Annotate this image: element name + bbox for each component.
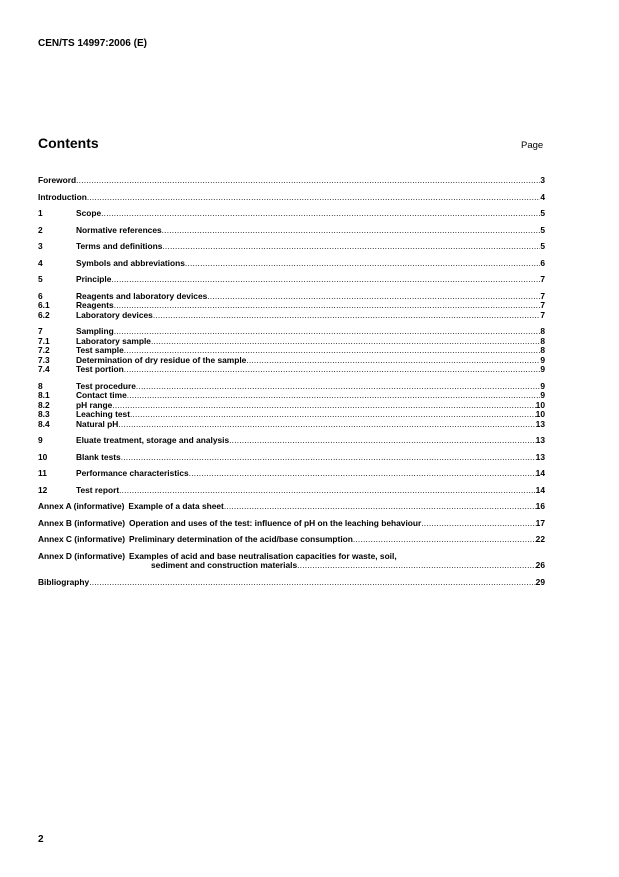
toc-entry-annex-d[interactable]	[38, 552, 545, 571]
toc-entry-page: 6	[540, 257, 545, 268]
toc-entry-page: 7	[540, 309, 545, 320]
toc-entry-number: 6	[38, 290, 43, 301]
dot-leader	[153, 311, 541, 321]
dot-leader	[89, 578, 535, 588]
toc-entry-6[interactable]	[38, 292, 545, 302]
toc-entry-number: 9	[38, 435, 43, 445]
toc-entry-9[interactable]	[38, 436, 545, 446]
toc-entry-page: 9	[540, 354, 545, 365]
toc-entry-page: 13	[535, 418, 545, 429]
toc-entry-page: 10	[535, 399, 545, 410]
toc-entry-annex-a[interactable]	[38, 502, 545, 512]
dot-leader	[136, 382, 540, 392]
toc-entry-title: Terms and definitions	[76, 241, 163, 251]
toc-entry-number: 7.4	[38, 364, 50, 374]
toc-entry-title: Eluate treatment, storage and analysis	[76, 435, 230, 445]
toc-entry-page: 9	[540, 390, 545, 400]
toc-entry-title: Performance characteristics	[76, 468, 189, 478]
toc-entry-annex-c[interactable]	[38, 535, 545, 545]
toc-entry-title: Operation and uses of the test: influence of pH on the leaching behaviour	[129, 517, 422, 528]
toc-entry-page: 9	[540, 380, 545, 391]
toc-entry-number: 8.2	[38, 399, 50, 410]
dot-leader	[207, 292, 540, 302]
toc-entry-page: 26	[535, 560, 545, 570]
toc-entry-3[interactable]	[38, 242, 545, 252]
document-id: CEN/TS 14997:2006 (E)	[38, 38, 147, 49]
dot-leader	[118, 420, 535, 430]
toc-entry-8-4[interactable]	[38, 420, 545, 430]
dot-leader	[87, 193, 540, 203]
toc-entry-4[interactable]	[38, 259, 545, 269]
dot-leader	[162, 242, 540, 252]
toc-entry-title: Introduction	[38, 191, 87, 202]
dot-leader	[421, 519, 535, 529]
toc-entry-title: Principle	[76, 274, 112, 284]
annex-label: Annex A (informative)	[38, 501, 125, 511]
toc-entry-page: 16	[535, 501, 545, 511]
toc-entry-title: Test procedure	[76, 380, 136, 391]
dot-leader	[353, 535, 536, 545]
toc-entry-title: pH range	[76, 399, 113, 410]
toc-entry-title: Example of a data sheet	[128, 501, 224, 511]
toc-entry-page: 5	[540, 224, 545, 235]
toc-entry-title: Bibliography	[38, 576, 90, 587]
toc-entry-title: Determination of dry residue of the sample	[76, 354, 247, 365]
toc-entry-11[interactable]	[38, 469, 545, 479]
toc-entry-number: 5	[38, 274, 43, 284]
toc-entry-title: Natural pH	[76, 418, 119, 429]
toc-entry-number: 4	[38, 257, 43, 268]
toc-entry-1[interactable]	[38, 209, 545, 219]
toc-entry-page: 5	[540, 208, 545, 218]
toc-entry-title: Normative references	[76, 224, 162, 235]
toc-entry-title: Reagents	[76, 300, 114, 310]
dot-leader	[224, 502, 536, 512]
toc-entry-title: Sampling	[76, 326, 114, 336]
dot-leader	[121, 453, 536, 463]
dot-leader	[162, 226, 541, 236]
toc-entry-number: 11	[38, 468, 47, 478]
toc-entry-page: 8	[540, 345, 545, 355]
toc-entry-title: Test portion	[76, 364, 124, 374]
dot-leader	[151, 337, 540, 347]
dot-leader	[185, 259, 540, 269]
toc-entry-title: Blank tests	[76, 451, 121, 462]
toc-entry-title: Test sample	[76, 345, 124, 355]
dot-leader	[297, 561, 536, 571]
toc-entry-page: 7	[540, 290, 545, 301]
annex-label: Annex D (informative)	[38, 550, 126, 561]
dot-leader	[114, 301, 541, 311]
toc-entry-number: 7.3	[38, 354, 50, 365]
toc-entry-title: Reagents and laboratory devices	[76, 290, 208, 301]
toc-entry-number: 3	[38, 241, 43, 251]
toc-entry-title: Symbols and abbreviations	[76, 257, 185, 268]
toc-entry-number: 8.1	[38, 390, 50, 400]
toc-entry-5[interactable]	[38, 275, 545, 285]
dot-leader	[246, 356, 540, 366]
toc-entry-title-line2: sediment and construction materials	[151, 560, 298, 570]
contents-title: Contents	[38, 135, 99, 151]
dot-leader	[114, 327, 541, 337]
toc-entry-title: Laboratory sample	[76, 335, 151, 346]
toc-entry-introduction[interactable]	[38, 193, 545, 203]
toc-entry-2[interactable]	[38, 226, 545, 236]
toc-entry-number: 7.1	[38, 335, 50, 346]
toc-entry-title-line1: Examples of acid and base neutralisation capacities for waste, soil,	[129, 550, 397, 561]
toc-entry-number: 2	[38, 224, 43, 235]
toc-entry-page: 17	[535, 517, 545, 528]
toc-entry-annex-b[interactable]	[38, 519, 545, 529]
toc-entry-title: Laboratory devices	[76, 309, 153, 320]
toc-entry-number: 1	[38, 208, 43, 218]
toc-entry-page: 29	[535, 576, 545, 587]
toc-entry-page: 3	[540, 175, 545, 185]
toc-entry-number: 8.4	[38, 418, 50, 429]
toc-entry-title: Leaching test	[76, 409, 130, 419]
toc-entry-number: 6.2	[38, 309, 50, 320]
toc-entry-page: 7	[540, 300, 545, 310]
dot-leader	[111, 275, 540, 285]
toc-entry-page: 13	[535, 451, 545, 462]
toc-entry-title: Preliminary determination of the acid/base consumption	[129, 534, 353, 544]
toc-entry-number: 8.3	[38, 409, 50, 419]
toc-entry-12[interactable]	[38, 486, 545, 496]
dot-leader	[101, 209, 540, 219]
toc-entry-page: 10	[535, 409, 545, 419]
toc-entry-page: 8	[540, 335, 545, 346]
toc-entry-title: Contact time	[76, 390, 127, 400]
annex-label: Annex B (informative)	[38, 517, 126, 528]
toc-entry-number: 12	[38, 484, 48, 495]
toc-entry-page: 14	[535, 468, 545, 478]
toc-entry-number: 7	[38, 326, 43, 336]
toc-entry-page: 22	[535, 534, 545, 544]
toc-entry-number: 8	[38, 380, 43, 391]
toc-entry-foreword[interactable]	[38, 176, 545, 186]
toc-entry-title: Foreword	[38, 175, 77, 185]
toc-entry-number: 6.1	[38, 300, 50, 310]
toc-entry-7-4[interactable]	[38, 365, 545, 375]
dot-leader	[76, 176, 540, 186]
dot-leader	[112, 401, 535, 411]
page-column-label: Page	[521, 140, 544, 151]
page-number: 2	[38, 834, 44, 845]
dot-leader	[189, 469, 536, 479]
dot-leader	[229, 436, 536, 446]
dot-leader	[124, 365, 541, 375]
toc-entry-title: Scope	[76, 208, 102, 218]
toc-entry-number: 7.2	[38, 345, 50, 355]
toc-entry-8-1[interactable]	[38, 391, 545, 401]
toc-entry-page: 8	[540, 326, 545, 336]
toc-entry-page: 7	[540, 274, 545, 284]
toc-entry-6-2[interactable]	[38, 311, 545, 321]
toc-entry-page: 14	[535, 484, 545, 495]
dot-leader	[119, 486, 536, 496]
toc-entry-title: Test report	[76, 484, 120, 495]
toc-entry-10[interactable]	[38, 453, 545, 463]
annex-label: Annex C (informative)	[38, 534, 126, 544]
toc-entry-page: 13	[535, 435, 545, 445]
table-of-contents	[38, 176, 545, 587]
toc-entry-bibliography[interactable]	[38, 578, 545, 588]
toc-entry-page: 9	[540, 364, 545, 374]
toc-entry-page: 5	[540, 241, 545, 251]
dot-leader	[127, 391, 541, 401]
dot-leader	[130, 410, 536, 420]
toc-entry-number: 10	[38, 451, 48, 462]
toc-entry-page: 4	[540, 191, 545, 202]
